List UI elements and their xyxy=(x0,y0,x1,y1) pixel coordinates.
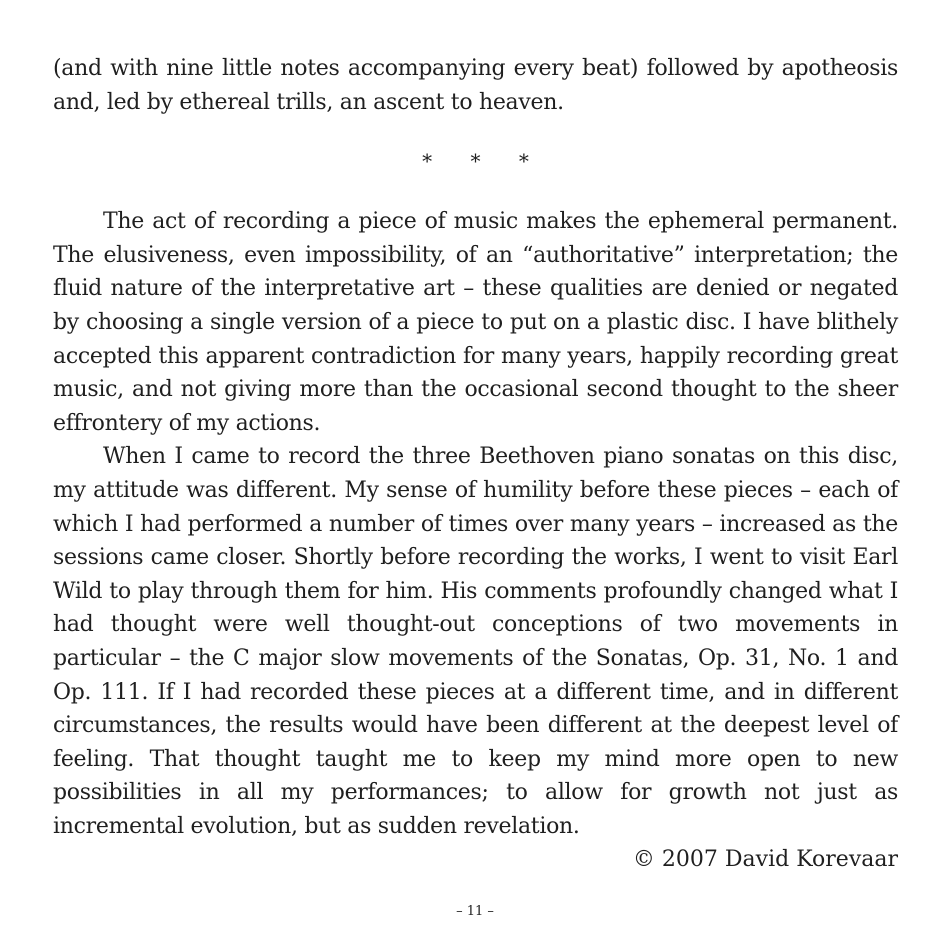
paragraph-recording: The act of recording a piece of music makes the ephemeral permanent. The elusiveness, even impossibility, of an “authoritative” interpretation; the fluid nature of the interpretative art – these qualities are denied or negated by choosing a single version of a piece to put on a plastic disc. I have blithely accepted this apparent contradiction for many years, happily recording great music, and not giving more than the occasional second thought to the sheer effrontery of my actions. xyxy=(53,209,898,436)
opening-paragraph: (and with nine little notes accompanying every beat) followed by apotheosis and, led by ethereal trills, an ascent to heaven. xyxy=(53,56,898,115)
document-page xyxy=(53,52,898,877)
copyright-line: © 2007 David Korevaar xyxy=(632,847,898,873)
paragraph-beethoven: When I came to record the three Beethoven piano sonatas on this disc, my attitude was different. My sense of humility before these pieces – each of which I had performed a number of times over many years – increased as the sessions came closer. Shortly before recording the works, I went to visit Earl Wild to play through them for him. His comments profoundly changed what I had thought were well thought-out conceptions of two movements in particular – the C major slow movements of the Sonatas, Op. 31, No. 1 and Op. 111. If I had recorded these pieces at a different time, and in different circumstances, the results would have been different at the deepest level of feeling. That thought taught me to keep my mind more open to new possibilities in all my performances; to allow for growth not just as incremental evolution, but as sudden revelation. xyxy=(53,444,898,839)
page-number: – 11 – xyxy=(456,904,494,919)
section-break: * * * xyxy=(422,149,545,174)
